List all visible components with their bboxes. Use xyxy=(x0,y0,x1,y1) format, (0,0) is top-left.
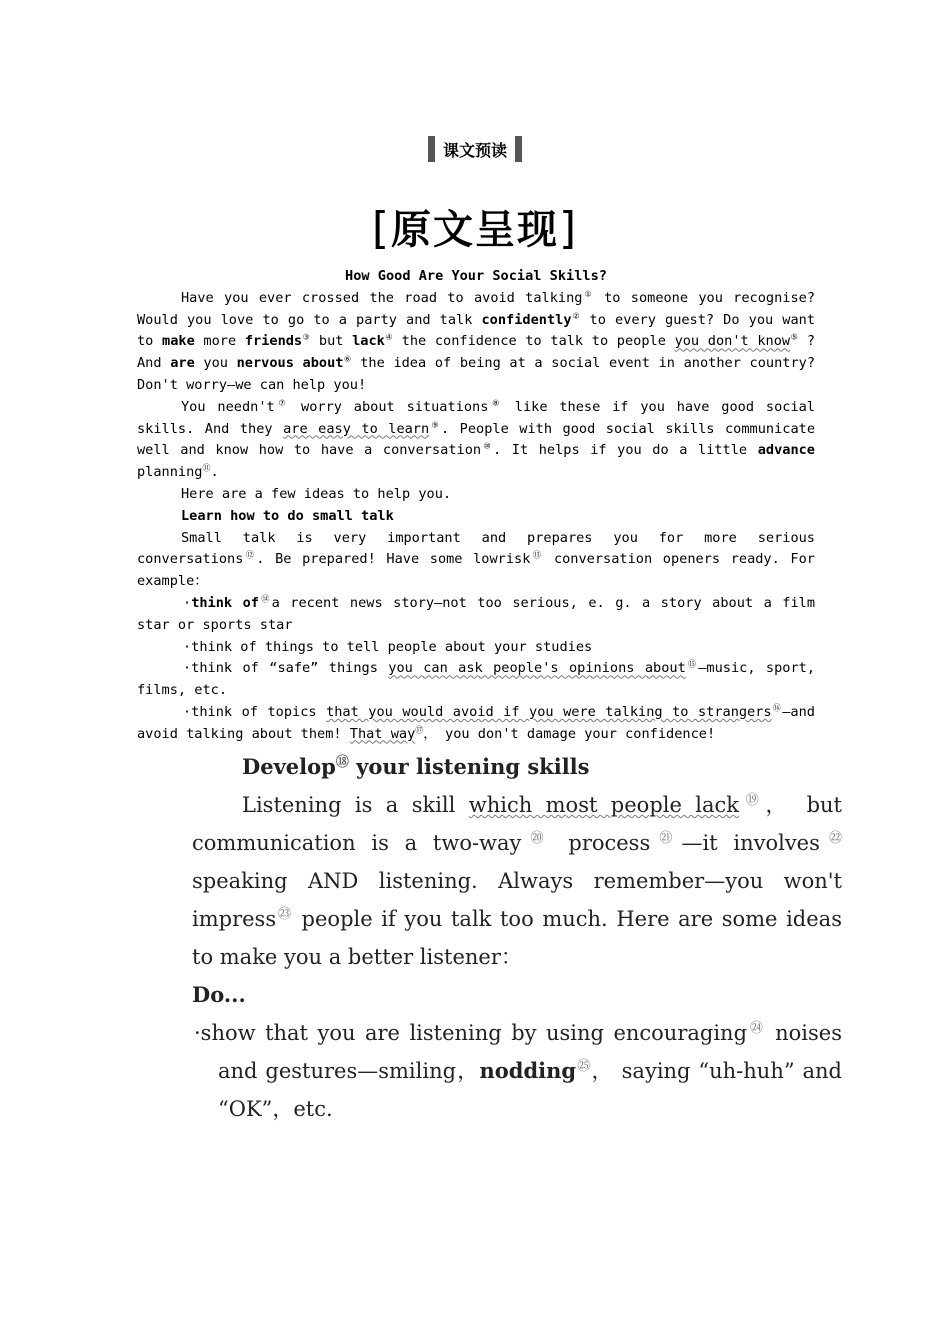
passage-monospace xyxy=(137,266,815,746)
text: —and avoid talking about them! xyxy=(137,703,815,742)
note-marker: ⑫ xyxy=(243,550,257,560)
paragraph-1 xyxy=(137,288,815,397)
note-marker: ⑪ xyxy=(202,463,211,473)
text: ·show that you are listening by using encouraging xyxy=(194,1021,748,1045)
text: process xyxy=(552,831,651,855)
passage-title: How Good Are Your Social Skills? xyxy=(345,268,607,284)
text: —it involves xyxy=(681,831,820,855)
note-marker: ⑰ xyxy=(415,725,424,735)
text: ·think of topics xyxy=(183,703,327,720)
key-word: nodding xyxy=(479,1058,577,1083)
note-marker: ⑱ xyxy=(335,755,349,770)
text: . xyxy=(210,464,219,481)
text: the idea of being at a social event in another country? Don't worry—we can help you! xyxy=(137,355,816,393)
text: the confidence to talk to people xyxy=(393,333,675,350)
note-marker: ⑲ xyxy=(739,793,766,808)
text: to every guest? Do you want to xyxy=(137,311,815,350)
text: more xyxy=(194,333,245,350)
list-item xyxy=(137,658,815,702)
note-marker: ⑥ xyxy=(343,354,352,364)
paragraph-2 xyxy=(137,397,815,484)
text: a recent news story—not too serious, e. g. a story about a film star or sports star xyxy=(137,594,816,633)
note-marker: ⑧ xyxy=(488,398,503,408)
note-marker: ㉕ xyxy=(576,1059,592,1074)
underlined-phrase: which most people lack xyxy=(468,793,740,817)
page-title xyxy=(0,198,950,255)
tag-bar-left xyxy=(428,136,435,162)
note-marker: ㉑ xyxy=(650,831,682,846)
title-text: 原文呈现 xyxy=(391,207,559,253)
text: Have you ever crossed the road to avoid talking xyxy=(181,289,583,306)
note-marker: ⑩ xyxy=(481,441,494,451)
note-marker: ㉒ xyxy=(819,831,842,846)
note-marker: ㉓ xyxy=(276,907,293,922)
note-marker: ⑯ xyxy=(771,703,783,713)
text: Develop xyxy=(242,754,336,779)
passage-serif xyxy=(192,748,842,1128)
list-item xyxy=(192,1014,842,1128)
key-word: make xyxy=(162,333,195,350)
title-bracket-close: ] xyxy=(559,203,579,254)
underlined-phrase: that you would avoid if you were talking to strangers xyxy=(326,703,772,720)
note-marker: ⑦ xyxy=(274,398,290,408)
tag-bar-right xyxy=(515,136,522,162)
list-item: ·think of things to tell people about your studies xyxy=(183,638,593,655)
key-word: lack xyxy=(352,333,385,350)
key-word: nervous about xyxy=(236,355,344,372)
underlined-phrase: you don't know xyxy=(674,333,791,350)
underlined-phrase: That way xyxy=(349,725,416,742)
note-marker: ④ xyxy=(384,332,393,342)
note-marker: ⑨ xyxy=(429,420,441,430)
note-marker: ㉔ xyxy=(747,1021,766,1036)
note-marker: ⑭ xyxy=(258,594,272,604)
text: like these if you have good social skills. And they xyxy=(137,398,815,437)
note-marker: ③ xyxy=(302,332,311,342)
section-tag xyxy=(0,136,950,164)
note-marker: ⑮ xyxy=(685,659,699,669)
key-word: think of xyxy=(191,594,259,611)
note-marker: ② xyxy=(571,311,581,321)
bullet-dot: · xyxy=(183,594,192,611)
note-marker: ⑬ xyxy=(530,550,544,560)
text: worry about situations xyxy=(289,398,489,415)
text: noises and gestures—smiling， xyxy=(218,1021,842,1083)
text: your listening skills xyxy=(348,754,590,779)
title-bracket-open: [ xyxy=(371,203,391,254)
text: planning xyxy=(137,464,203,481)
paragraph-3: Here are a few ideas to help you. xyxy=(181,485,452,502)
text: You needn't xyxy=(181,398,275,415)
list-item xyxy=(137,702,815,746)
list-item xyxy=(137,593,815,637)
paragraph-4 xyxy=(137,528,815,593)
text: Listening is a skill xyxy=(242,793,469,817)
text: people if you talk too much. Here are some ideas to make you a better listener： xyxy=(192,907,842,969)
text: you xyxy=(194,355,237,372)
paragraph-5 xyxy=(192,786,842,976)
text: to someone you recognise? Would you love to go to a party and talk xyxy=(137,289,816,328)
text: ， saying “uh-huh” and “OK”，etc. xyxy=(218,1059,842,1121)
text: speaking AND listening. Always remember—you won't impress xyxy=(192,869,842,931)
do-heading: Do... xyxy=(192,982,246,1007)
text: conversation openers ready. For example： xyxy=(137,551,815,590)
note-marker: ⑳ xyxy=(521,831,553,846)
key-word: advance xyxy=(757,442,815,459)
text: ·think of “safe” things xyxy=(183,660,389,677)
note-marker: ① xyxy=(582,289,594,299)
section-tag-text: 课文预读 xyxy=(442,140,507,160)
key-word: friends xyxy=(244,333,303,350)
text: but xyxy=(310,333,353,350)
text: ， you don't damage your confidence! xyxy=(423,725,716,742)
key-word: are xyxy=(170,355,195,372)
underlined-phrase: are easy to learn xyxy=(283,420,430,437)
section-heading: Learn how to do small talk xyxy=(181,507,394,524)
text: Small talk is very important and prepares you for more serious conversations xyxy=(137,529,815,568)
section-heading xyxy=(192,748,842,786)
text: . It helps if you do a little xyxy=(493,442,758,459)
text: ， but communication is a two-way xyxy=(192,793,842,855)
text: . Be prepared! Have some lowrisk xyxy=(256,551,531,568)
text: —music, sport, films, etc. xyxy=(137,660,816,699)
underlined-phrase: you can ask people's opinions about xyxy=(388,660,686,677)
text: . People with good social skills communicate well and know how to have a conversation xyxy=(137,420,816,459)
note-marker: ⑤ xyxy=(790,332,799,342)
text: ? And xyxy=(137,333,816,372)
key-word: confidently xyxy=(481,311,572,328)
